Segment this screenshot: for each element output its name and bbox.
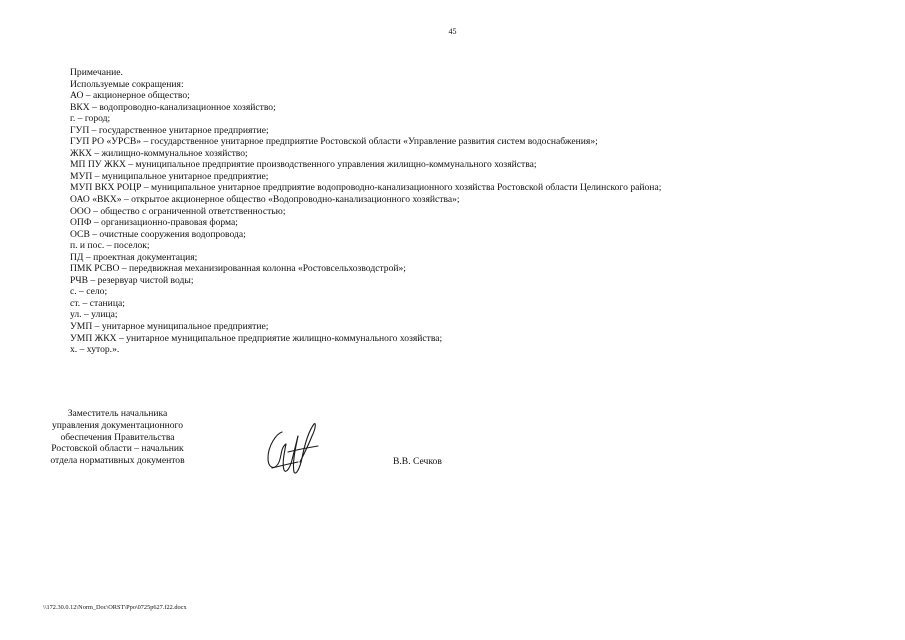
abbreviation-item: х. – хутор.». — [70, 344, 120, 356]
abbreviation-item: п. и пос. – поселок; — [70, 240, 150, 252]
abbreviation-item: ул. – улица; — [70, 309, 118, 321]
signer-position-line: отдела нормативных документов — [50, 455, 185, 467]
signer-position — [40, 408, 195, 467]
signer-position-line: обеспечения Правительства — [60, 431, 175, 443]
abbreviation-item: УМП ЖКХ – унитарное муниципальное предприятие жилищно-коммунального хозяйства; — [70, 332, 443, 344]
page-number: 45 — [448, 27, 457, 36]
abbreviation-item: МУП ВКХ РОЦР – муниципальное унитарное предприятие водопроводно-канализационного хозяйства Ростовской области Целинского района; — [70, 182, 662, 194]
abbreviation-item: с. – село; — [70, 286, 108, 298]
abbreviation-item: ВКХ – водопроводно-канализационное хозяйство; — [70, 101, 276, 113]
signer-name: В.В. Сечков — [393, 456, 442, 467]
note-heading: Примечание. — [70, 67, 123, 78]
abbreviation-item: ЖКХ – жилищно-коммунальное хозяйство; — [70, 147, 248, 159]
abbreviation-item: ГУП РО «УРСВ» – государственное унитарное предприятие Ростовской области «Управление развития систем водоснабжения»; — [70, 136, 598, 148]
abbreviation-item: ст. – станица; — [70, 297, 125, 309]
signer-position-line: Ростовской области – начальник — [51, 443, 184, 455]
abbreviation-item: ООО – общество с ограниченной ответственностью; — [70, 205, 286, 217]
abbreviation-item: ПМК РСВО – передвижная механизированная колонна «Ростовсельхозводстрой»; — [70, 263, 406, 275]
abbreviation-item: ОАО «ВКХ» – открытое акционерное общество «Водопроводно-канализационного хозяйства»; — [70, 194, 460, 206]
file-path-footer: \\172.30.0.12\Norm_Doc\ORST\Ppo\0725p627.f22.docx — [43, 604, 187, 611]
abbreviation-item: ПД – проектная документация; — [70, 251, 198, 263]
signer-position-line: Заместитель начальника — [67, 408, 168, 419]
note-subheading: Используемые сокращения: — [70, 78, 184, 90]
abbreviation-item: ОПФ – организационно-правовая форма; — [70, 217, 238, 229]
abbreviation-item: РЧВ – резервуар чистой воды; — [70, 274, 194, 286]
abbreviation-item: г. – город; — [70, 113, 111, 125]
abbreviation-item: АО – акционерное общество; — [70, 90, 190, 102]
signer-position-line: управления документационного — [51, 419, 184, 431]
abbreviation-item: УМП – унитарное муниципальное предприятие; — [70, 321, 269, 333]
abbreviation-item: МП ПУ ЖКХ – муниципальное предприятие производственного управления жилищно-коммунального хозяйства; — [70, 159, 537, 171]
abbreviations-note — [70, 67, 810, 356]
handwritten-signature — [258, 418, 328, 480]
abbreviation-item: ОСВ – очистные сооружения водопровода; — [70, 228, 246, 240]
abbreviation-item: ГУП – государственное унитарное предприятие; — [70, 124, 269, 136]
abbreviation-item: МУП – муниципальное унитарное предприятие; — [70, 170, 269, 182]
